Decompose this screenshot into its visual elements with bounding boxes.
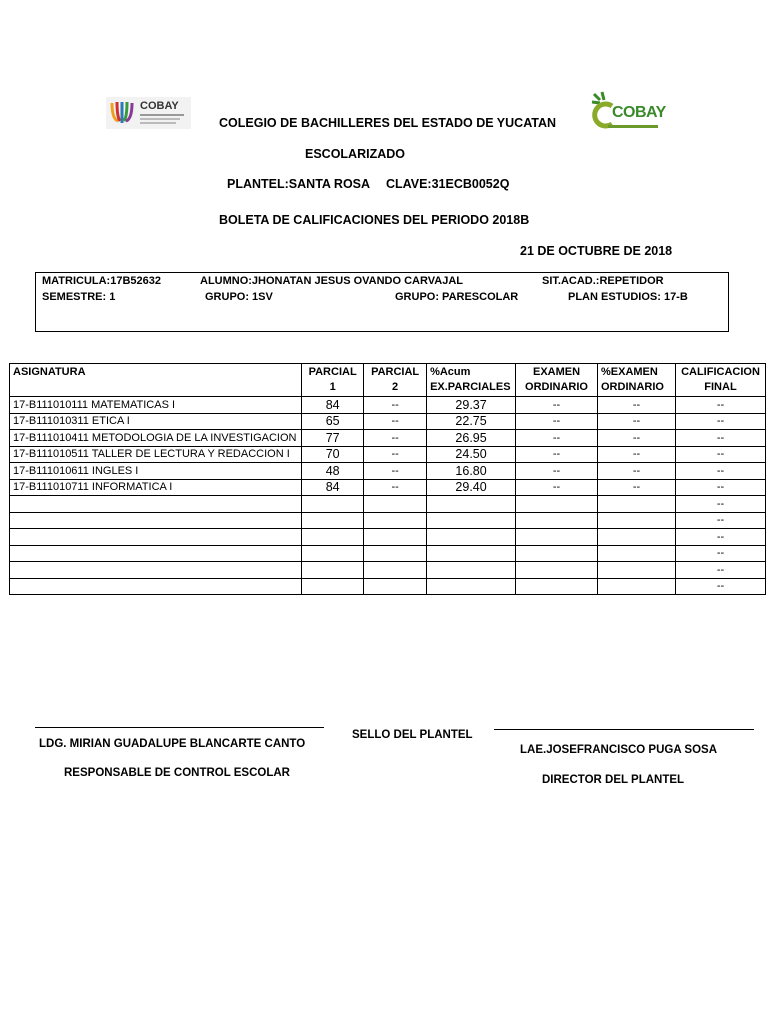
cell-examen	[516, 545, 598, 562]
signature-left-role: RESPONSABLE DE CONTROL ESCOLAR	[64, 767, 290, 779]
cell-final: --	[675, 578, 765, 595]
col-examen-header: EXAMEN ORDINARIO	[516, 364, 598, 397]
cell-pexamen: --	[598, 479, 676, 496]
cell-p2: --	[364, 446, 427, 463]
cell-asignatura: 17-B111010511 TALLER DE LECTURA Y REDACCION I	[10, 446, 302, 463]
cell-final: --	[675, 479, 765, 496]
cell-examen	[516, 512, 598, 529]
cell-final: --	[675, 446, 765, 463]
cobay-logo-left	[106, 97, 191, 129]
cell-pexamen: --	[598, 446, 676, 463]
plantel-clave: CLAVE:31ECB0052Q	[386, 177, 510, 191]
cell-p2: --	[364, 413, 427, 430]
table-row	[10, 578, 766, 595]
cell-asignatura	[10, 545, 302, 562]
school-seal-label: SELLO DEL PLANTEL	[352, 729, 473, 741]
table-row	[10, 545, 766, 562]
table-row	[10, 529, 766, 546]
grades-table	[9, 363, 766, 595]
cell-acum: 24.50	[427, 446, 516, 463]
cell-p2: --	[364, 430, 427, 447]
modality: ESCOLARIZADO	[305, 147, 405, 161]
cell-final: --	[675, 413, 765, 430]
cell-asignatura: 17-B111010611 INGLES I	[10, 463, 302, 480]
cell-pexamen	[598, 578, 676, 595]
cell-asignatura: 17-B111010411 METODOLOGIA DE LA INVESTIGACION	[10, 430, 302, 447]
cell-pexamen: --	[598, 463, 676, 480]
cell-p1: 84	[302, 397, 364, 414]
table-row	[10, 512, 766, 529]
table-row	[10, 430, 766, 447]
cell-acum	[427, 578, 516, 595]
cell-acum: 16.80	[427, 463, 516, 480]
cell-asignatura: 17-B111010311 ETICA I	[10, 413, 302, 430]
student-name: ALUMNO:JHONATAN JESUS OVANDO CARVAJAL	[200, 275, 463, 287]
table-row	[10, 397, 766, 414]
cell-p1	[302, 578, 364, 595]
cell-p1: 48	[302, 463, 364, 480]
logo-left-text: COBAY	[140, 100, 179, 112]
cell-p1: 70	[302, 446, 364, 463]
cell-asignatura	[10, 562, 302, 579]
document-date: 21 DE OCTUBRE DE 2018	[520, 244, 673, 258]
cell-final: --	[675, 463, 765, 480]
institution-name: COLEGIO DE BACHILLERES DEL ESTADO DE YUCATAN	[219, 116, 557, 130]
cell-pexamen	[598, 562, 676, 579]
table-header-row	[10, 364, 766, 397]
cell-acum	[427, 562, 516, 579]
cell-pexamen: --	[598, 430, 676, 447]
cell-examen	[516, 496, 598, 513]
cell-p2: --	[364, 463, 427, 480]
cell-acum: 26.95	[427, 430, 516, 447]
cell-pexamen	[598, 529, 676, 546]
cobay-logo-right	[588, 90, 666, 132]
cell-final: --	[675, 562, 765, 579]
cell-examen: --	[516, 463, 598, 480]
logo-right-text: COBAY	[612, 104, 666, 121]
cell-p1	[302, 545, 364, 562]
plantel-name: PLANTEL:SANTA ROSA	[227, 177, 371, 191]
cell-asignatura	[10, 529, 302, 546]
table-row	[10, 496, 766, 513]
cell-acum	[427, 496, 516, 513]
cell-pexamen	[598, 545, 676, 562]
student-semester: SEMESTRE: 1	[42, 291, 116, 303]
cell-examen: --	[516, 479, 598, 496]
cell-acum	[427, 512, 516, 529]
student-group: GRUPO: 1SV	[205, 291, 273, 303]
cell-examen: --	[516, 397, 598, 414]
student-status: SIT.ACAD.:REPETIDOR	[542, 275, 664, 287]
cell-final: --	[675, 529, 765, 546]
cell-p2	[364, 545, 427, 562]
table-row	[10, 479, 766, 496]
signature-left-name: LDG. MIRIAN GUADALUPE BLANCARTE CANTO	[39, 738, 306, 750]
student-matricula: MATRICULA:17B52632	[42, 275, 161, 287]
cell-examen: --	[516, 430, 598, 447]
col-asignatura-header: ASIGNATURA	[10, 364, 302, 397]
cell-p2	[364, 562, 427, 579]
cell-p2	[364, 512, 427, 529]
cell-p1	[302, 496, 364, 513]
cell-asignatura	[10, 578, 302, 595]
cell-p1: 77	[302, 430, 364, 447]
signature-line-left	[35, 727, 324, 728]
signature-right-role: DIRECTOR DEL PLANTEL	[542, 774, 685, 786]
col-pexamen-header: %EXAMEN ORDINARIO	[598, 364, 676, 397]
cell-p1	[302, 562, 364, 579]
cell-final: --	[675, 545, 765, 562]
cell-acum: 29.40	[427, 479, 516, 496]
col-acum-header: %Acum EX.PARCIALES	[427, 364, 516, 397]
cell-p1: 84	[302, 479, 364, 496]
signature-line-right	[494, 729, 754, 730]
cell-final: --	[675, 512, 765, 529]
cell-p2: --	[364, 397, 427, 414]
col-final-header: CALIFICACION FINAL	[675, 364, 765, 397]
cell-pexamen: --	[598, 397, 676, 414]
cell-asignatura	[10, 512, 302, 529]
student-parescolar-group: GRUPO: PARESCOLAR	[395, 291, 519, 303]
student-study-plan: PLAN ESTUDIOS: 17-B	[568, 291, 688, 303]
signature-right-name: LAE.JOSEFRANCISCO PUGA SOSA	[520, 744, 718, 756]
cell-final: --	[675, 430, 765, 447]
cell-acum: 22.75	[427, 413, 516, 430]
cell-p1: 65	[302, 413, 364, 430]
cell-examen	[516, 562, 598, 579]
table-row	[10, 413, 766, 430]
cell-pexamen	[598, 496, 676, 513]
table-row	[10, 446, 766, 463]
cell-asignatura	[10, 496, 302, 513]
cell-final: --	[675, 397, 765, 414]
cell-asignatura: 17-B111010111 MATEMATICAS I	[10, 397, 302, 414]
cell-examen	[516, 529, 598, 546]
cell-p2: --	[364, 479, 427, 496]
cell-p2	[364, 578, 427, 595]
col-parcial1-header: PARCIAL 1	[302, 364, 364, 397]
cell-p2	[364, 496, 427, 513]
cell-acum: 29.37	[427, 397, 516, 414]
table-row	[10, 562, 766, 579]
cell-pexamen: --	[598, 413, 676, 430]
cell-p2	[364, 529, 427, 546]
cell-pexamen	[598, 512, 676, 529]
cell-acum	[427, 529, 516, 546]
cell-final: --	[675, 496, 765, 513]
cell-p1	[302, 512, 364, 529]
table-row	[10, 463, 766, 480]
cell-examen: --	[516, 446, 598, 463]
cell-acum	[427, 545, 516, 562]
cell-examen	[516, 578, 598, 595]
cell-examen: --	[516, 413, 598, 430]
document-title: BOLETA DE CALIFICACIONES DEL PERIODO 2018B	[219, 213, 530, 227]
col-parcial2-header: PARCIAL 2	[364, 364, 427, 397]
cell-asignatura: 17-B111010711 INFORMATICA I	[10, 479, 302, 496]
cell-p1	[302, 529, 364, 546]
